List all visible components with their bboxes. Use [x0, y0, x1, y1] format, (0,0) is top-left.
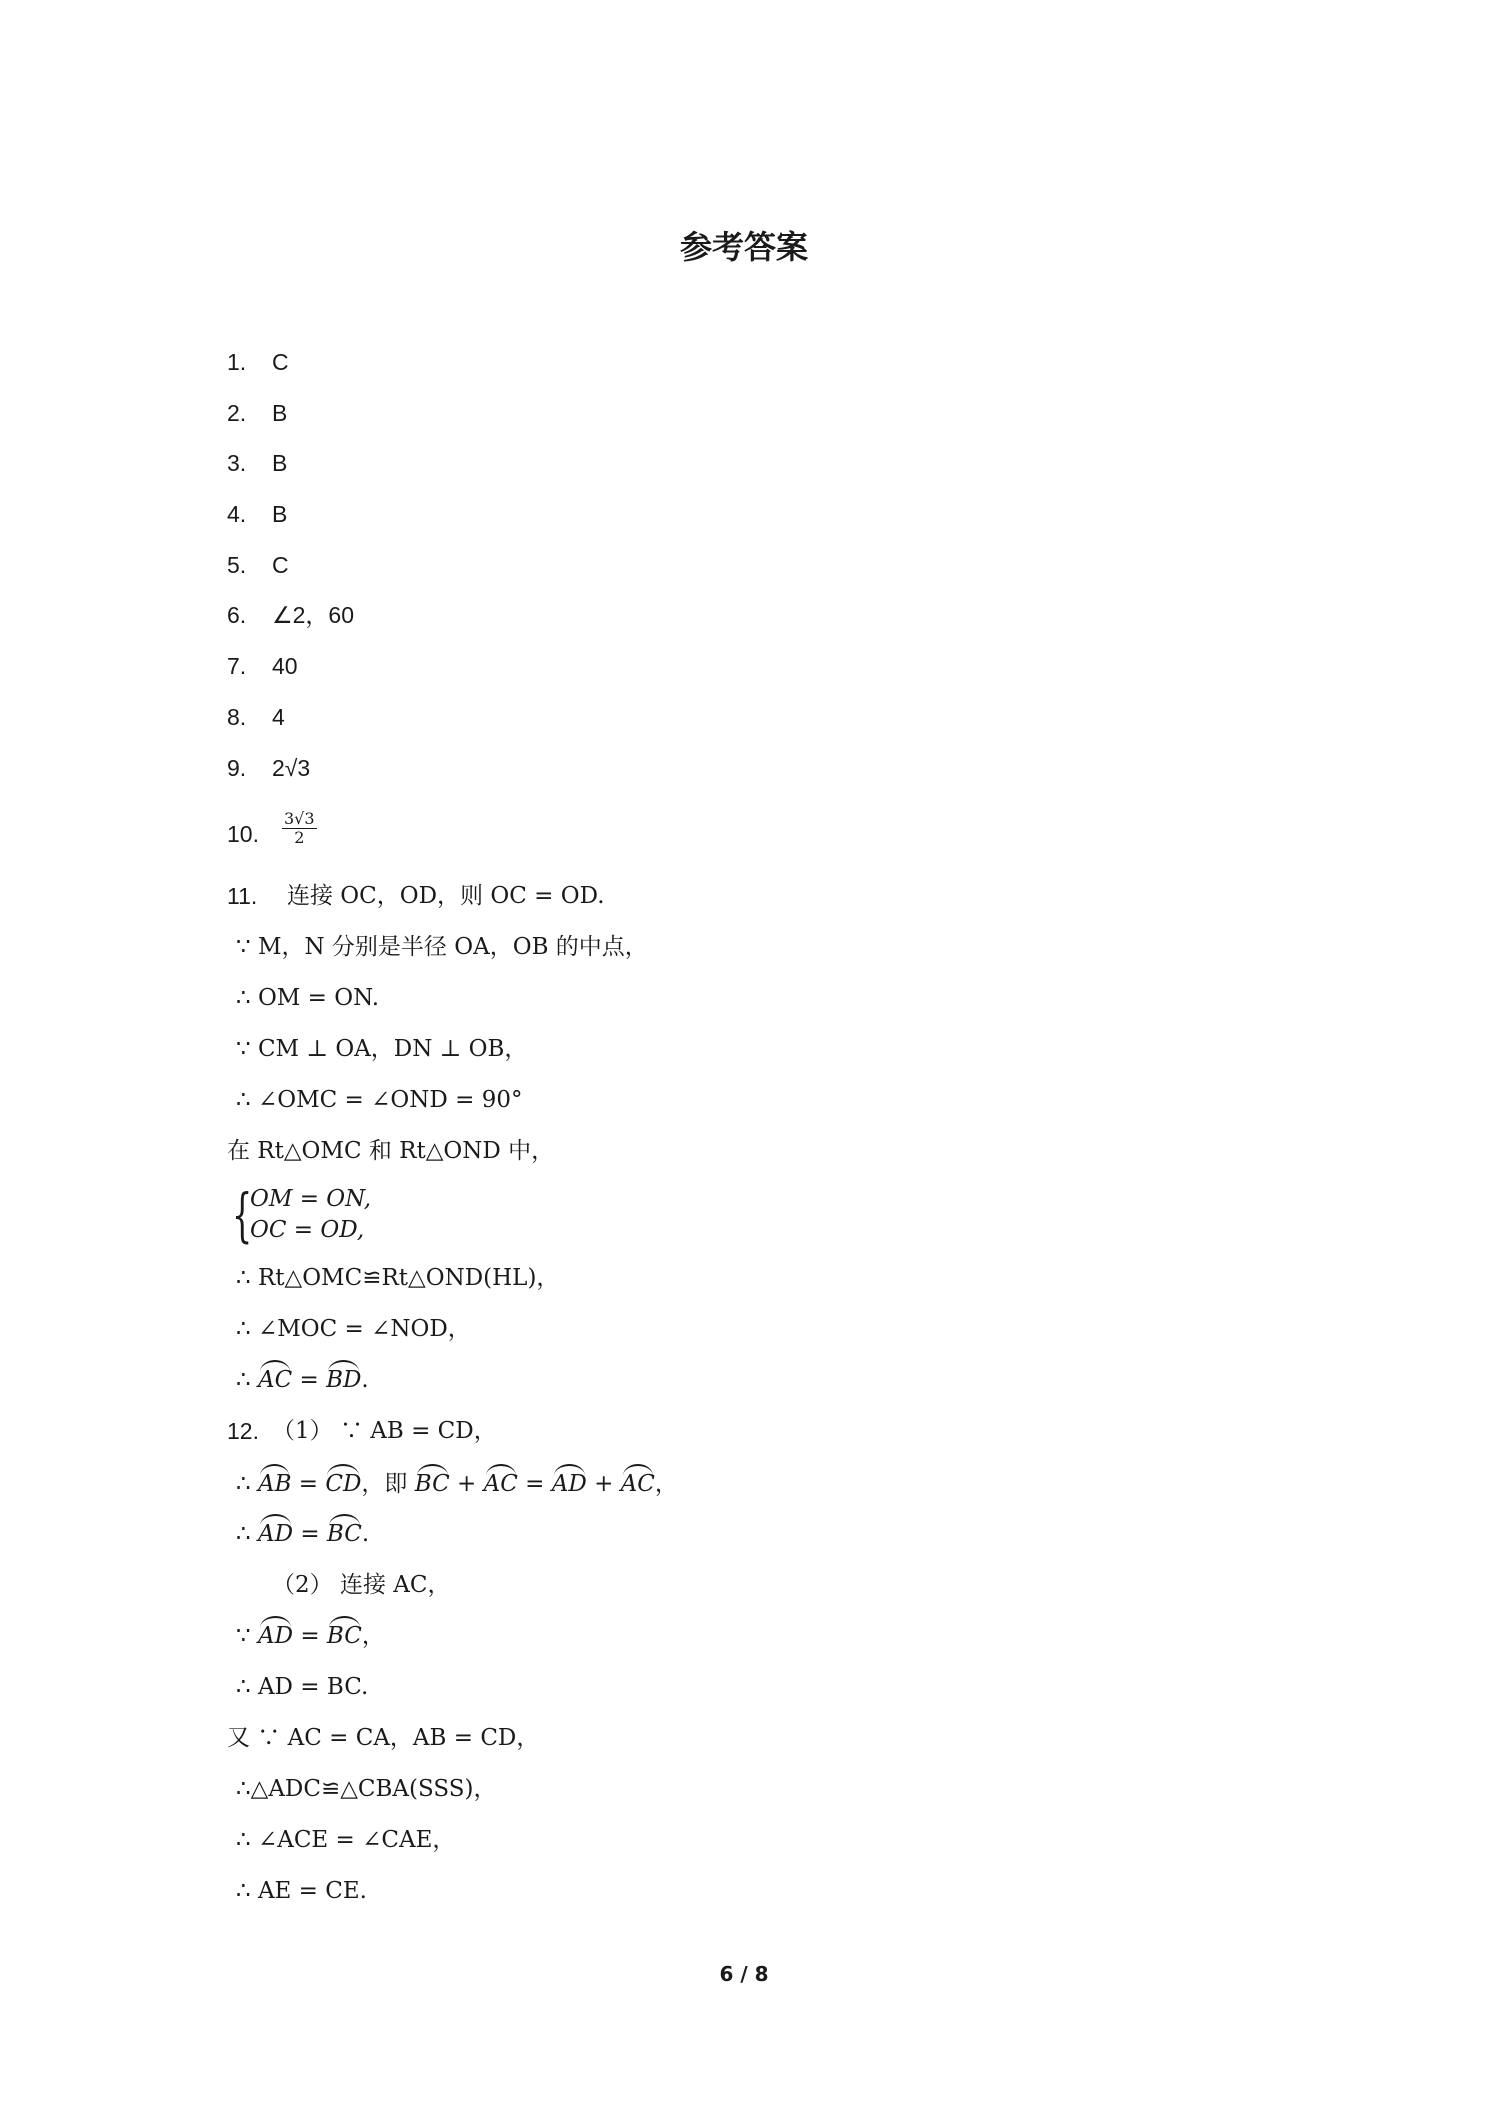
arc-notation: CD [325, 1468, 361, 1500]
proof-line: ∴ AE = CE. [236, 1878, 367, 1904]
proof-line: OC = OD, [250, 1217, 365, 1243]
proof-line: ∴ AD = BC. [236, 1518, 369, 1550]
proof-line: ∴ ∠MOC = ∠NOD， [236, 1316, 471, 1342]
arc-notation: BC [327, 1518, 362, 1550]
arc-notation: AD [258, 1518, 293, 1550]
proof-line: 在 Rt△OMC 和 Rt△OND 中， [227, 1138, 555, 1164]
page-number: 6 / 8 [719, 1962, 769, 1986]
arc-notation: AD [552, 1468, 587, 1500]
arc-notation: BC [415, 1468, 450, 1500]
proof-line: OM = ON, [250, 1186, 372, 1212]
proof-line: ∵ AD = BC， [236, 1620, 385, 1652]
arc-notation: AD [258, 1620, 293, 1652]
brace-icon: { [232, 1181, 253, 1249]
proof-line: ∴ ∠OMC = ∠OND = 90° [236, 1087, 523, 1113]
proof-line: ∴ Rt△OMC≌Rt△OND(HL)， [236, 1265, 560, 1291]
arc-notation: AC [258, 1364, 292, 1396]
proof-line: ∵ M，N 分别是半径 OA，OB 的中点， [236, 934, 648, 960]
proof-line: ∴ AD = BC. [236, 1674, 369, 1700]
proof-line: ∴ ∠ACE = ∠CAE， [236, 1827, 456, 1853]
arc-notation: BD [326, 1364, 361, 1396]
proof-line: ∴△ADC≌△CBA(SSS)， [236, 1776, 497, 1802]
proof-line: （2） 连接 AC， [272, 1572, 451, 1598]
proof-line: ∵ CM ⊥ OA，DN ⊥ OB， [236, 1036, 528, 1062]
fraction: $\frac{3√3}{2}$ [284, 809, 315, 847]
proof-line: ∴ AC = BD. [236, 1364, 369, 1396]
arc-notation: BC [327, 1620, 362, 1652]
arc-notation: AC [621, 1468, 655, 1500]
arc-notation: AC [484, 1468, 518, 1500]
proof-line: ∴ OM = ON. [236, 985, 380, 1011]
proof-line: ∴ AB = CD，即 BC + AC = AD + AC， [236, 1468, 678, 1500]
proof-line: 又 ∵ AC = CA，AB = CD， [227, 1725, 540, 1751]
page-title: 参考答案 [679, 228, 808, 266]
arc-notation: AB [258, 1468, 292, 1500]
